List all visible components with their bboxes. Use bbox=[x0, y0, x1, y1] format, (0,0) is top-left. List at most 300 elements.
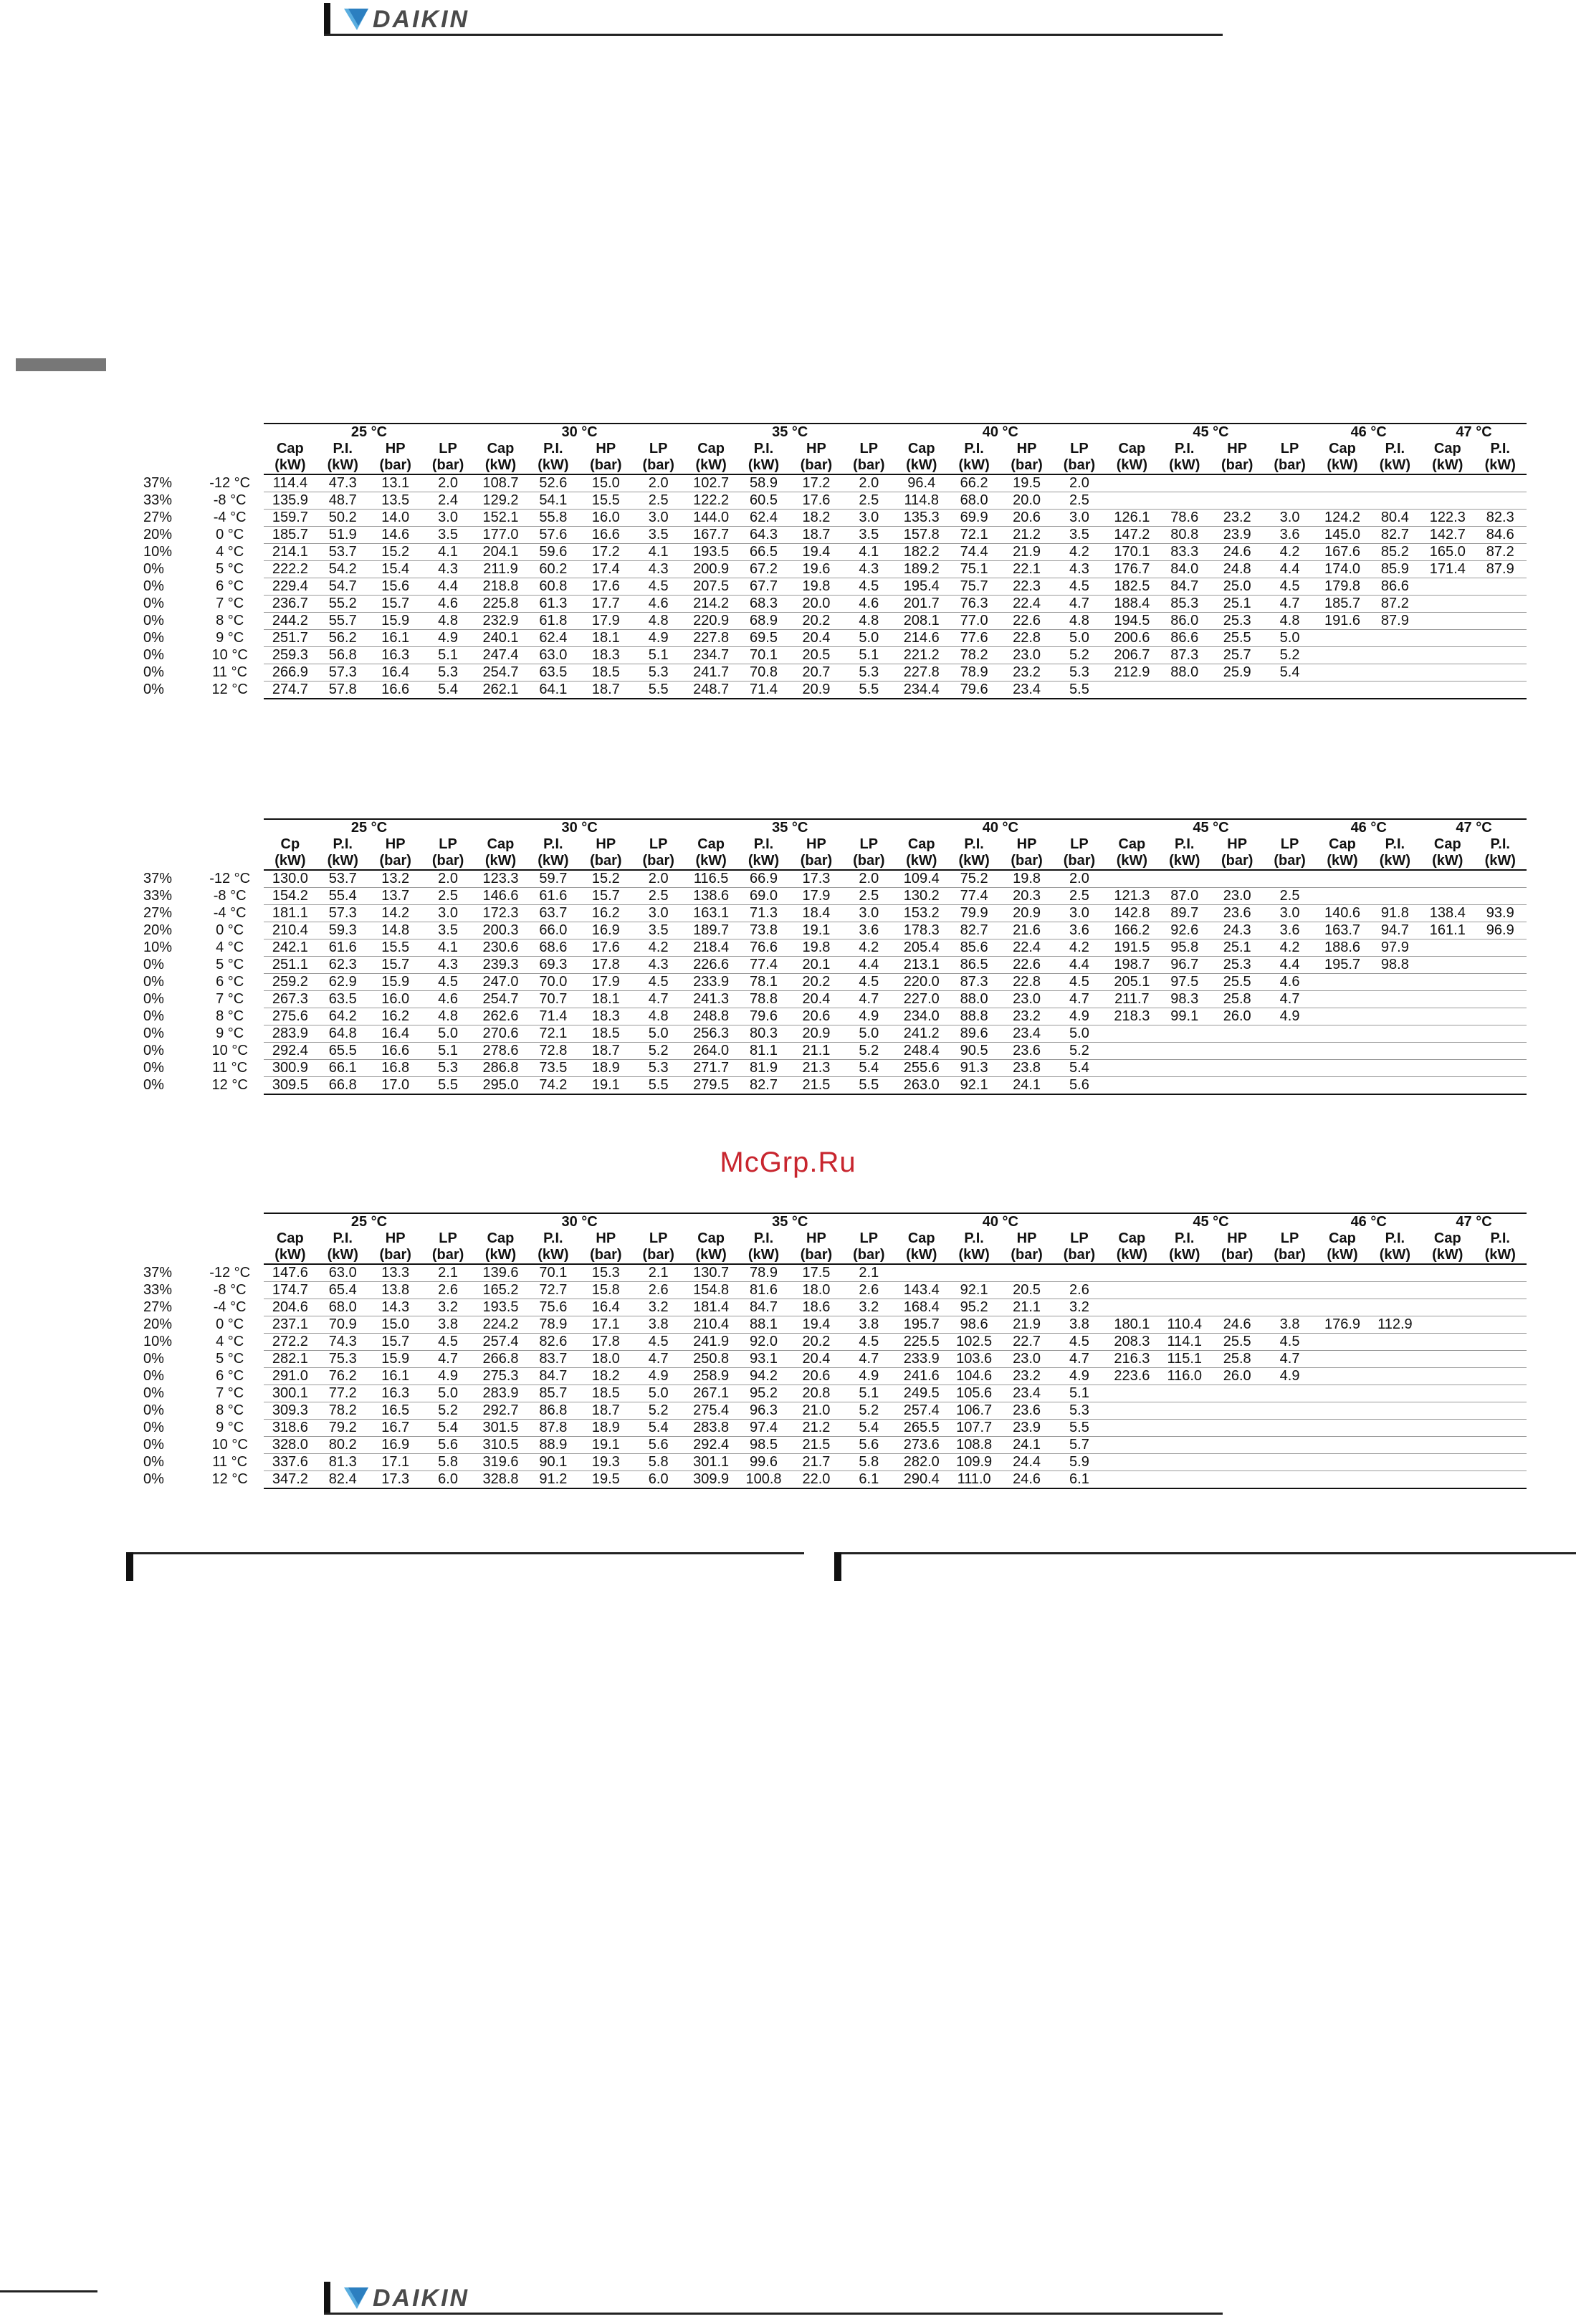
unit-label: (bar) bbox=[790, 1247, 842, 1264]
section-bar-left bbox=[126, 1552, 804, 1581]
value-cell: 25.8 bbox=[1210, 991, 1263, 1008]
value-cell: 195.7 bbox=[1316, 957, 1368, 974]
column-label: LP bbox=[649, 1230, 668, 1246]
unit-label: (bar) bbox=[632, 853, 684, 870]
capacity-band: 0% bbox=[143, 1025, 164, 1041]
value-cell: 5.4 bbox=[843, 1420, 895, 1437]
value-cell: 22.7 bbox=[1000, 1334, 1053, 1351]
value-cell bbox=[1369, 1402, 1421, 1420]
value-cell: 64.1 bbox=[527, 682, 579, 699]
value-cell: 259.3 bbox=[264, 647, 316, 664]
header-rule bbox=[324, 34, 1223, 36]
value-cell: 4.6 bbox=[421, 991, 474, 1008]
value-cell: 19.6 bbox=[790, 561, 842, 578]
value-cell: 87.3 bbox=[1158, 647, 1210, 664]
value-cell: 87.8 bbox=[527, 1420, 579, 1437]
value-cell bbox=[1474, 1282, 1527, 1299]
value-cell bbox=[1474, 1077, 1527, 1095]
value-cell: 255.6 bbox=[895, 1060, 947, 1077]
value-cell: 70.8 bbox=[737, 664, 790, 682]
value-cell: 138.4 bbox=[1421, 905, 1474, 922]
value-cell: 174.0 bbox=[1316, 561, 1368, 578]
value-cell: 4.5 bbox=[632, 974, 684, 991]
value-cell: 19.8 bbox=[1000, 870, 1053, 888]
value-cell: 81.1 bbox=[737, 1043, 790, 1060]
value-cell: 15.7 bbox=[369, 957, 421, 974]
value-cell: 220.0 bbox=[895, 974, 947, 991]
value-cell: 5.7 bbox=[1053, 1437, 1105, 1454]
value-cell: 15.7 bbox=[580, 888, 632, 905]
value-cell: 222.2 bbox=[264, 561, 316, 578]
value-cell: 19.4 bbox=[790, 544, 842, 561]
value-cell: 73.5 bbox=[527, 1060, 579, 1077]
value-cell: 3.2 bbox=[421, 1299, 474, 1316]
value-cell: 89.7 bbox=[1158, 905, 1210, 922]
value-cell bbox=[1210, 474, 1263, 492]
value-cell: 21.5 bbox=[790, 1077, 842, 1095]
value-cell: 229.4 bbox=[264, 578, 316, 596]
value-cell: 94.7 bbox=[1369, 922, 1421, 939]
unit-label: (kW) bbox=[947, 853, 1000, 870]
value-cell: 2.6 bbox=[632, 1282, 684, 1299]
brand-name-footer: DAIKIN bbox=[373, 2284, 470, 2312]
column-label: HP bbox=[596, 1230, 616, 1246]
value-cell: 290.4 bbox=[895, 1471, 947, 1489]
value-cell: 16.3 bbox=[369, 1385, 421, 1402]
value-cell: 26.0 bbox=[1210, 1008, 1263, 1025]
value-cell bbox=[1369, 630, 1421, 647]
value-cell bbox=[1474, 492, 1527, 510]
value-cell: 4.8 bbox=[421, 1008, 474, 1025]
unit-label: (kW) bbox=[1421, 853, 1474, 870]
value-cell: 25.7 bbox=[1210, 647, 1263, 664]
value-cell: 124.2 bbox=[1316, 510, 1368, 527]
value-cell: 105.6 bbox=[947, 1385, 1000, 1402]
value-cell bbox=[1264, 1264, 1316, 1282]
value-cell: 61.6 bbox=[317, 939, 369, 957]
value-cell: 204.1 bbox=[474, 544, 527, 561]
value-cell: 59.3 bbox=[317, 922, 369, 939]
value-cell: 23.6 bbox=[1210, 905, 1263, 922]
value-cell: 20.3 bbox=[1000, 888, 1053, 905]
value-cell: 207.5 bbox=[684, 578, 737, 596]
value-cell: 230.6 bbox=[474, 939, 527, 957]
value-cell: 17.9 bbox=[790, 888, 842, 905]
value-cell: 144.0 bbox=[684, 510, 737, 527]
value-cell: 25.1 bbox=[1210, 596, 1263, 613]
value-cell: 5.0 bbox=[843, 630, 895, 647]
value-cell: 98.6 bbox=[947, 1316, 1000, 1334]
daikin-logo bbox=[343, 3, 469, 36]
value-cell: 3.8 bbox=[421, 1316, 474, 1334]
column-label: P.I. bbox=[964, 836, 984, 852]
value-cell bbox=[1474, 870, 1527, 888]
value-cell bbox=[1474, 1299, 1527, 1316]
value-cell bbox=[1474, 1316, 1527, 1334]
value-cell: 292.4 bbox=[684, 1437, 737, 1454]
unit-label: (bar) bbox=[843, 457, 895, 474]
value-cell: 53.7 bbox=[317, 870, 369, 888]
value-cell: 60.5 bbox=[737, 492, 790, 510]
value-cell bbox=[1158, 1282, 1210, 1299]
table-row bbox=[126, 1454, 1527, 1471]
unit-label: (kW) bbox=[1421, 457, 1474, 474]
value-cell: 20.6 bbox=[790, 1008, 842, 1025]
value-cell: 75.3 bbox=[317, 1351, 369, 1368]
evaporating-temp: 6 °C bbox=[216, 974, 244, 990]
unit-label: (bar) bbox=[632, 1247, 684, 1264]
value-cell: 275.6 bbox=[264, 1008, 316, 1025]
unit-label: (kW) bbox=[684, 853, 737, 870]
value-cell: 66.9 bbox=[737, 870, 790, 888]
value-cell: 17.8 bbox=[580, 1334, 632, 1351]
evaporating-temp: 0 °C bbox=[216, 527, 244, 542]
value-cell: 251.7 bbox=[264, 630, 316, 647]
value-cell bbox=[1369, 1385, 1421, 1402]
table-row bbox=[126, 1420, 1527, 1437]
capacity-band: 10% bbox=[143, 544, 173, 560]
table-row bbox=[126, 1471, 1527, 1489]
value-cell: 142.8 bbox=[1106, 905, 1158, 922]
performance-table-2 bbox=[126, 818, 1527, 1095]
value-cell: 14.0 bbox=[369, 510, 421, 527]
evaporating-temp: 12 °C bbox=[211, 682, 248, 698]
value-cell bbox=[1210, 1282, 1263, 1299]
column-label: Cap bbox=[697, 836, 725, 852]
value-cell: 94.2 bbox=[737, 1368, 790, 1385]
value-cell bbox=[1369, 888, 1421, 905]
value-cell: 213.1 bbox=[895, 957, 947, 974]
unit-label: (bar) bbox=[790, 853, 842, 870]
table-row bbox=[126, 1402, 1527, 1420]
table-row bbox=[126, 527, 1527, 544]
value-cell: 75.2 bbox=[947, 870, 1000, 888]
capacity-band: 0% bbox=[143, 1351, 164, 1367]
value-cell bbox=[1053, 1264, 1105, 1282]
value-cell bbox=[1474, 1402, 1527, 1420]
unit-row bbox=[126, 1247, 1527, 1264]
value-cell: 82.7 bbox=[737, 1077, 790, 1095]
value-cell: 3.0 bbox=[1053, 905, 1105, 922]
value-cell bbox=[1316, 1368, 1368, 1385]
value-cell: 2.6 bbox=[843, 1282, 895, 1299]
column-label: Cap bbox=[1118, 441, 1146, 456]
value-cell: 4.7 bbox=[843, 991, 895, 1008]
value-cell: 4.7 bbox=[632, 1351, 684, 1368]
value-cell: 210.4 bbox=[264, 922, 316, 939]
value-cell: 147.6 bbox=[264, 1264, 316, 1282]
value-cell: 4.2 bbox=[1053, 939, 1105, 957]
value-cell: 62.3 bbox=[317, 957, 369, 974]
value-cell: 23.6 bbox=[1000, 1402, 1053, 1420]
value-cell: 72.1 bbox=[527, 1025, 579, 1043]
value-cell: 5.0 bbox=[421, 1385, 474, 1402]
unit-label: (bar) bbox=[421, 853, 474, 870]
value-cell bbox=[1421, 1471, 1474, 1489]
value-cell: 5.2 bbox=[421, 1402, 474, 1420]
evaporating-temp: -12 °C bbox=[209, 1264, 251, 1281]
value-cell bbox=[1369, 1420, 1421, 1437]
value-cell: 15.9 bbox=[369, 613, 421, 630]
value-cell: 328.0 bbox=[264, 1437, 316, 1454]
unit-label: (bar) bbox=[421, 457, 474, 474]
value-cell: 69.9 bbox=[947, 510, 1000, 527]
value-cell: 227.8 bbox=[895, 664, 947, 682]
value-cell bbox=[1158, 1299, 1210, 1316]
value-cell: 15.3 bbox=[580, 1264, 632, 1282]
value-cell: 22.6 bbox=[1000, 957, 1053, 974]
value-cell bbox=[1369, 991, 1421, 1008]
value-cell: 121.3 bbox=[1106, 888, 1158, 905]
value-cell: 60.8 bbox=[527, 578, 579, 596]
value-cell: 87.9 bbox=[1369, 613, 1421, 630]
value-cell bbox=[1106, 1454, 1158, 1471]
value-cell: 23.4 bbox=[1000, 1385, 1053, 1402]
value-cell bbox=[1421, 474, 1474, 492]
value-cell: 2.0 bbox=[843, 474, 895, 492]
value-cell bbox=[1369, 1025, 1421, 1043]
value-cell: 3.5 bbox=[421, 527, 474, 544]
value-cell: 172.3 bbox=[474, 905, 527, 922]
evaporating-temp: 7 °C bbox=[216, 991, 244, 1007]
value-cell: 5.4 bbox=[421, 682, 474, 699]
value-cell: 241.9 bbox=[684, 1334, 737, 1351]
unit-label: (kW) bbox=[1369, 457, 1421, 474]
value-cell bbox=[1264, 1282, 1316, 1299]
capacity-band: 0% bbox=[143, 957, 164, 972]
value-cell: 4.6 bbox=[843, 596, 895, 613]
value-cell: 78.6 bbox=[1158, 510, 1210, 527]
value-cell: 23.4 bbox=[1000, 682, 1053, 699]
value-cell: 2.1 bbox=[632, 1264, 684, 1282]
capacity-band: 0% bbox=[143, 596, 164, 611]
value-cell: 23.2 bbox=[1210, 510, 1263, 527]
capacity-band: 33% bbox=[143, 492, 173, 508]
value-cell bbox=[1264, 1043, 1316, 1060]
value-cell: 126.1 bbox=[1106, 510, 1158, 527]
temp-header: 35 °C bbox=[684, 424, 895, 441]
evaporating-temp: 6 °C bbox=[216, 1368, 244, 1384]
value-cell: 3.6 bbox=[843, 922, 895, 939]
value-cell: 76.2 bbox=[317, 1368, 369, 1385]
evaporating-temp: -8 °C bbox=[213, 492, 247, 508]
value-cell: 5.0 bbox=[843, 1025, 895, 1043]
column-label: Cap bbox=[1329, 836, 1356, 852]
evaporating-temp: 10 °C bbox=[211, 647, 248, 663]
value-cell: 92.1 bbox=[947, 1077, 1000, 1095]
value-cell: 4.8 bbox=[1053, 613, 1105, 630]
unit-label: (bar) bbox=[1053, 1247, 1105, 1264]
value-cell: 15.2 bbox=[580, 870, 632, 888]
value-cell: 278.6 bbox=[474, 1043, 527, 1060]
evaporating-temp: 5 °C bbox=[216, 957, 244, 972]
value-cell: 2.5 bbox=[421, 888, 474, 905]
value-cell: 4.5 bbox=[632, 1334, 684, 1351]
value-cell: 4.3 bbox=[632, 561, 684, 578]
value-cell: 2.5 bbox=[1053, 888, 1105, 905]
value-cell: 4.5 bbox=[1053, 578, 1105, 596]
value-cell: 25.3 bbox=[1210, 957, 1263, 974]
value-cell: 286.8 bbox=[474, 1060, 527, 1077]
value-cell: 152.1 bbox=[474, 510, 527, 527]
unit-label: (bar) bbox=[1210, 1247, 1263, 1264]
value-cell: 70.7 bbox=[527, 991, 579, 1008]
value-cell: 76.6 bbox=[737, 939, 790, 957]
value-cell bbox=[1210, 870, 1263, 888]
value-cell bbox=[1316, 1334, 1368, 1351]
unit-label: (kW) bbox=[317, 1247, 369, 1264]
value-cell bbox=[1421, 682, 1474, 699]
capacity-band: 0% bbox=[143, 1368, 164, 1384]
value-cell: 188.4 bbox=[1106, 596, 1158, 613]
side-tab-marker bbox=[16, 358, 106, 371]
evaporating-temp: 8 °C bbox=[216, 613, 244, 628]
value-cell: 200.6 bbox=[1106, 630, 1158, 647]
value-cell: 4.9 bbox=[632, 1368, 684, 1385]
value-cell bbox=[1421, 1351, 1474, 1368]
value-cell: 13.7 bbox=[369, 888, 421, 905]
brand-name: DAIKIN bbox=[373, 5, 470, 33]
value-cell: 114.1 bbox=[1158, 1334, 1210, 1351]
value-cell: 18.1 bbox=[580, 991, 632, 1008]
value-cell: 3.6 bbox=[1264, 527, 1316, 544]
temp-header: 40 °C bbox=[895, 424, 1106, 441]
value-cell: 223.6 bbox=[1106, 1368, 1158, 1385]
value-cell: 91.3 bbox=[947, 1060, 1000, 1077]
table-row bbox=[126, 905, 1527, 922]
value-cell bbox=[1316, 991, 1368, 1008]
value-cell: 4.7 bbox=[1264, 991, 1316, 1008]
unit-row bbox=[126, 853, 1527, 870]
value-cell bbox=[1316, 647, 1368, 664]
value-cell: 2.0 bbox=[1053, 870, 1105, 888]
value-cell: 97.9 bbox=[1369, 939, 1421, 957]
value-cell: 25.0 bbox=[1210, 578, 1263, 596]
unit-label: (kW) bbox=[317, 457, 369, 474]
value-cell bbox=[1106, 1420, 1158, 1437]
value-cell bbox=[1158, 870, 1210, 888]
value-cell: 25.3 bbox=[1210, 613, 1263, 630]
column-label: P.I. bbox=[753, 836, 774, 852]
value-cell bbox=[1158, 1043, 1210, 1060]
value-cell: 170.1 bbox=[1106, 544, 1158, 561]
value-cell: 4.2 bbox=[632, 939, 684, 957]
value-cell: 23.0 bbox=[1210, 888, 1263, 905]
value-cell: 15.8 bbox=[580, 1282, 632, 1299]
value-cell: 85.6 bbox=[947, 939, 1000, 957]
value-cell: 5.0 bbox=[632, 1025, 684, 1043]
temperature-header-row bbox=[126, 819, 1527, 836]
page-footer bbox=[324, 2282, 1223, 2315]
value-cell: 81.3 bbox=[317, 1454, 369, 1471]
value-cell: 91.8 bbox=[1369, 905, 1421, 922]
value-cell bbox=[1316, 1454, 1368, 1471]
value-cell: 21.0 bbox=[790, 1402, 842, 1420]
value-cell: 234.0 bbox=[895, 1008, 947, 1025]
value-cell: 129.2 bbox=[474, 492, 527, 510]
value-cell bbox=[1369, 1368, 1421, 1385]
value-cell: 5.2 bbox=[1053, 1043, 1105, 1060]
value-cell bbox=[1474, 630, 1527, 647]
value-cell: 68.6 bbox=[527, 939, 579, 957]
capacity-band: 0% bbox=[143, 578, 164, 594]
value-cell: 71.4 bbox=[527, 1008, 579, 1025]
value-cell: 240.1 bbox=[474, 630, 527, 647]
value-cell: 232.9 bbox=[474, 613, 527, 630]
column-label: P.I. bbox=[1175, 1230, 1195, 1246]
value-cell: 282.1 bbox=[264, 1351, 316, 1368]
value-cell: 17.6 bbox=[580, 939, 632, 957]
capacity-band: 10% bbox=[143, 1334, 173, 1349]
column-label: Cap bbox=[487, 441, 515, 456]
column-label: Cap bbox=[1433, 441, 1461, 456]
value-cell: 86.6 bbox=[1158, 630, 1210, 647]
value-cell bbox=[1474, 1420, 1527, 1437]
value-cell: 23.6 bbox=[1000, 1043, 1053, 1060]
column-label: HP bbox=[596, 441, 616, 456]
column-label: P.I. bbox=[543, 441, 563, 456]
unit-label: (kW) bbox=[1421, 1247, 1474, 1264]
column-label: HP bbox=[1016, 836, 1037, 852]
value-cell: 5.2 bbox=[1053, 647, 1105, 664]
column-label: Cap bbox=[1433, 836, 1461, 852]
value-cell: 221.2 bbox=[895, 647, 947, 664]
value-cell bbox=[1474, 974, 1527, 991]
value-cell bbox=[1264, 1454, 1316, 1471]
value-cell: 5.3 bbox=[843, 664, 895, 682]
capacity-band: 0% bbox=[143, 561, 164, 577]
value-cell bbox=[1421, 1077, 1474, 1095]
capacity-band: 0% bbox=[143, 991, 164, 1007]
value-cell: 143.4 bbox=[895, 1282, 947, 1299]
column-label: LP bbox=[1070, 441, 1089, 456]
value-cell: 283.9 bbox=[474, 1385, 527, 1402]
column-label: P.I. bbox=[1385, 441, 1405, 456]
value-cell: 20.2 bbox=[790, 974, 842, 991]
value-cell: 3.8 bbox=[843, 1316, 895, 1334]
value-cell: 181.1 bbox=[264, 905, 316, 922]
value-cell: 16.1 bbox=[369, 1368, 421, 1385]
evaporating-temp: 5 °C bbox=[216, 1351, 244, 1367]
value-cell bbox=[1474, 682, 1527, 699]
value-cell: 16.8 bbox=[369, 1060, 421, 1077]
value-cell: 185.7 bbox=[1316, 596, 1368, 613]
value-cell: 5.1 bbox=[421, 647, 474, 664]
table-row bbox=[126, 974, 1527, 991]
value-cell: 16.3 bbox=[369, 647, 421, 664]
value-cell: 234.4 bbox=[895, 682, 947, 699]
unit-label: (kW) bbox=[1106, 853, 1158, 870]
value-cell: 2.6 bbox=[1053, 1282, 1105, 1299]
value-cell: 15.5 bbox=[369, 939, 421, 957]
value-cell: 237.1 bbox=[264, 1316, 316, 1334]
value-cell: 75.7 bbox=[947, 578, 1000, 596]
value-cell: 23.9 bbox=[1000, 1420, 1053, 1437]
unit-label: (kW) bbox=[1106, 1247, 1158, 1264]
evaporating-temp: 4 °C bbox=[216, 1334, 244, 1349]
value-cell: 80.2 bbox=[317, 1437, 369, 1454]
value-cell: 5.8 bbox=[843, 1454, 895, 1471]
value-cell: 80.3 bbox=[737, 1025, 790, 1043]
value-cell bbox=[1264, 682, 1316, 699]
temp-header: 30 °C bbox=[474, 1213, 685, 1230]
unit-label: (bar) bbox=[580, 1247, 632, 1264]
unit-label: (kW) bbox=[474, 1247, 527, 1264]
value-cell: 3.0 bbox=[1264, 905, 1316, 922]
value-cell: 5.4 bbox=[1053, 1060, 1105, 1077]
value-cell: 3.5 bbox=[632, 527, 684, 544]
value-cell: 109.4 bbox=[895, 870, 947, 888]
